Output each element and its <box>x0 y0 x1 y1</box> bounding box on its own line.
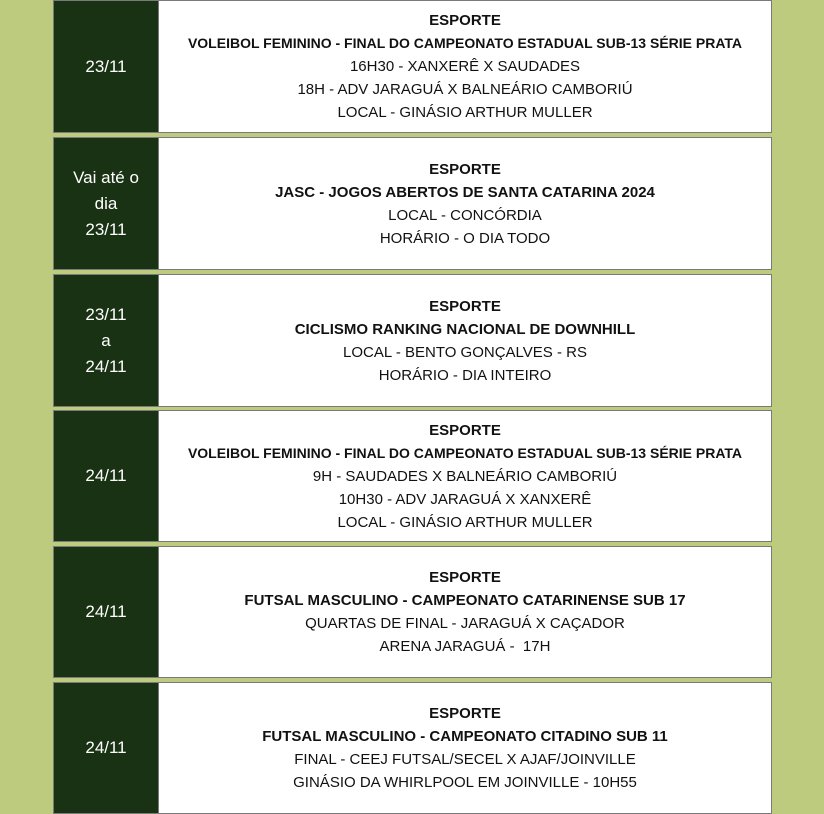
event-details <box>158 1 771 132</box>
event-date <box>54 138 158 269</box>
event-detail-line: LOCAL - GINÁSIO ARTHUR MULLER <box>337 104 593 121</box>
event-title: CICLISMO RANKING NACIONAL DE DOWNHILL <box>294 320 636 338</box>
event-row <box>53 274 772 407</box>
event-row <box>53 137 772 270</box>
event-title: VOLEIBOL FEMININO - FINAL DO CAMPEONATO ESTADUAL SUB-13 SÉRIE PRATA <box>187 444 743 461</box>
event-detail-line: HORÁRIO - DIA INTEIRO <box>378 366 552 384</box>
event-date <box>54 275 158 406</box>
event-detail-line: 10H30 - ADV JARAGUÁ X XANXERÊ <box>338 490 592 508</box>
event-title: VOLEIBOL FEMININO - FINAL DO CAMPEONATO ESTADUAL SUB-13 SÉRIE PRATA <box>187 35 743 51</box>
event-category-label: ESPORTE <box>429 297 501 315</box>
event-detail-line: LOCAL - BENTO GONÇALVES - RS <box>343 343 587 361</box>
event-date <box>54 411 158 541</box>
event-details <box>158 411 771 541</box>
event-date-line: 24/11 <box>85 356 127 376</box>
event-detail-line: 18H - ADV JARAGUÁ X BALNEÁRIO CAMBORIÚ <box>297 81 633 98</box>
event-category-label: ESPORTE <box>429 421 501 439</box>
event-detail-line: LOCAL - GINÁSIO ARTHUR MULLER <box>337 513 593 531</box>
event-details <box>158 547 771 677</box>
event-date-line: Vai até o <box>73 167 139 187</box>
event-date <box>54 683 158 813</box>
event-title: FUTSAL MASCULINO - CAMPEONATO CATARINENSE SUB 17 <box>244 592 686 609</box>
event-date <box>54 1 158 132</box>
event-date-line: dia <box>94 193 118 213</box>
event-title: JASC - JOGOS ABERTOS DE SANTA CATARINA 2024 <box>275 183 655 201</box>
event-date-line: a <box>101 330 111 350</box>
event-detail-line: 9H - SAUDADES X BALNEÁRIO CAMBORIÚ <box>312 467 618 485</box>
event-detail-line: FINAL - CEEJ FUTSAL/SECEL X AJAF/JOINVILLE <box>294 751 636 768</box>
event-row <box>53 546 772 678</box>
event-row <box>53 410 772 542</box>
event-details <box>158 138 771 269</box>
event-row <box>53 682 772 814</box>
event-details <box>158 683 771 813</box>
event-title: FUTSAL MASCULINO - CAMPEONATO CITADINO SUB 11 <box>262 728 668 745</box>
event-date-line: 23/11 <box>85 219 127 239</box>
event-date-line: 24/11 <box>85 738 127 757</box>
event-detail-line: 16H30 - XANXERÊ X SAUDADES <box>349 58 581 75</box>
event-date <box>54 547 158 677</box>
event-detail-line: HORÁRIO - O DIA TODO <box>379 229 551 247</box>
event-date-line: 24/11 <box>85 602 127 621</box>
event-details <box>158 275 771 406</box>
event-detail-line: GINÁSIO DA WHIRLPOOL EM JOINVILLE - 10H55 <box>293 774 637 791</box>
event-category-label: ESPORTE <box>429 705 501 722</box>
event-date-line: 23/11 <box>85 56 127 76</box>
event-row <box>53 0 772 133</box>
event-date-line: 24/11 <box>85 466 127 485</box>
event-category-label: ESPORTE <box>429 160 501 178</box>
event-date-line: 23/11 <box>85 304 127 324</box>
event-category-label: ESPORTE <box>429 569 501 586</box>
event-category-label: ESPORTE <box>429 12 501 29</box>
event-detail-line: LOCAL - CONCÓRDIA <box>388 206 542 224</box>
event-detail-line: QUARTAS DE FINAL - JARAGUÁ X CAÇADOR <box>305 615 625 632</box>
event-detail-line: ARENA JARAGUÁ - 17H <box>379 638 551 655</box>
